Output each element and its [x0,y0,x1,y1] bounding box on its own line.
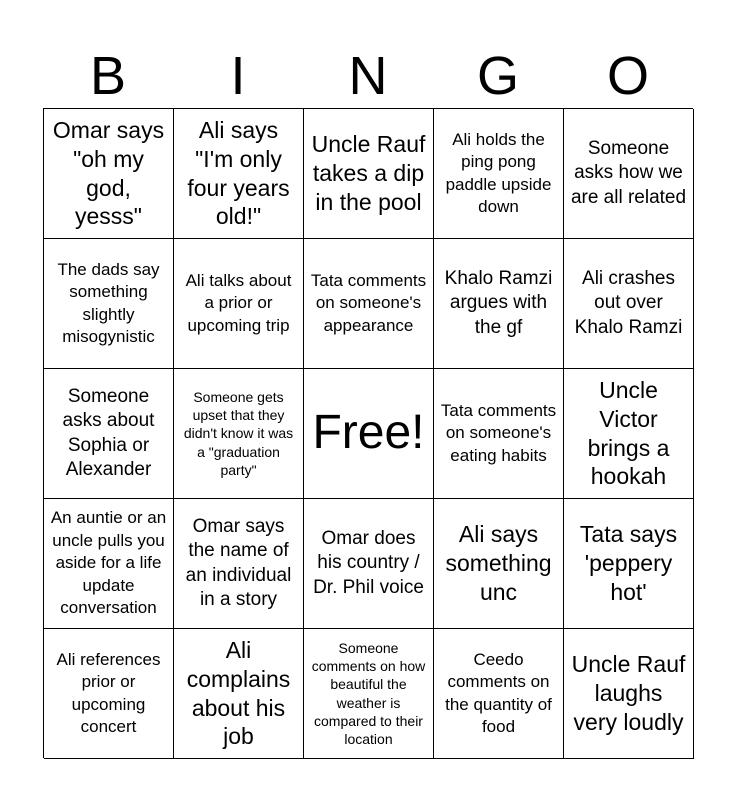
bingo-header [43,40,693,108]
cell-text: Uncle Rauf laughs very loudly [571,651,686,735]
bingo-cell-r3c4[interactable] [434,369,564,499]
cell-text: An auntie or an uncle pulls you aside for a life update conversation [50,508,167,618]
bingo-cell-r2c2[interactable] [174,239,304,369]
bingo-cell-r4c5[interactable] [564,499,694,629]
cell-text: Tata comments on someone's eating habits [440,400,557,465]
bingo-cell-r3c5[interactable] [564,369,694,499]
bingo-cell-r2c5[interactable] [564,239,694,369]
bingo-cell-r5c3[interactable] [304,629,434,759]
bingo-cell-r2c4[interactable] [434,239,564,369]
cell-text: Ali says "I'm only four years old!" [187,116,290,230]
bingo-cell-r1c2[interactable] [174,109,304,239]
cell-text: The dads say something slightly misogynistic [57,259,160,346]
header-letter-i: I [230,46,246,106]
cell-text: Someone asks about Sophia or Alexander [62,385,155,480]
cell-text: Tata comments on someone's appearance [310,270,427,335]
bingo-cell-r5c4[interactable] [434,629,564,759]
bingo-cell-free[interactable] [304,369,434,499]
bingo-cell-r5c1[interactable] [44,629,174,759]
cell-text: Uncle Rauf takes a dip in the pool [311,131,426,215]
cell-text: Omar does his country / Dr. Phil voice [313,528,424,598]
cell-text: Ceedo comments on the quantity of food [445,649,552,736]
header-letter-g: G [476,46,519,106]
bingo-cell-r5c2[interactable] [174,629,304,759]
header-letter-o: O [606,46,649,106]
cell-text: Someone comments on how beautiful the weather is compared to their location [311,639,426,747]
bingo-cell-r4c4[interactable] [434,499,564,629]
bingo-cell-r2c3[interactable] [304,239,434,369]
header-letter-b: B [89,46,127,106]
bingo-cell-r1c5[interactable] [564,109,694,239]
bingo-cell-r3c1[interactable] [44,369,174,499]
bingo-cell-r5c5[interactable] [564,629,694,759]
bingo-board [43,108,693,758]
cell-text: Ali complains about his job [186,636,291,750]
bingo-cell-r2c1[interactable] [44,239,174,369]
cell-text: Uncle Victor brings a hookah [587,376,670,490]
cell-text: Ali holds the ping pong paddle upside down [445,129,552,216]
cell-text: Ali says something unc [445,521,552,605]
cell-text: Ali talks about a prior or upcoming trip [185,270,292,335]
bingo-cell-r4c1[interactable] [44,499,174,629]
cell-text: Tata says 'peppery hot' [579,521,678,605]
cell-text: Someone asks how we are all related [570,138,687,208]
cell-text: Omar says the name of an individual in a story [185,515,292,610]
cell-text: Omar says "oh my god, yesss" [52,116,165,230]
cell-text: Ali crashes out over Khalo Ramzi [574,268,683,338]
bingo-cell-r4c3[interactable] [304,499,434,629]
header-letter-n: N [348,46,388,106]
bingo-cell-r1c1[interactable] [44,109,174,239]
cell-text: Ali references prior or upcoming concert [56,649,161,736]
bingo-cell-r4c2[interactable] [174,499,304,629]
cell-text: Khalo Ramzi argues with the gf [444,268,553,338]
bingo-cell-r1c4[interactable] [434,109,564,239]
cell-text: Someone gets upset that they didn't know it was a "graduation party" [183,389,294,478]
bingo-cell-r3c2[interactable] [174,369,304,499]
bingo-cell-r1c3[interactable] [304,109,434,239]
free-space-label: Free! [312,406,425,460]
